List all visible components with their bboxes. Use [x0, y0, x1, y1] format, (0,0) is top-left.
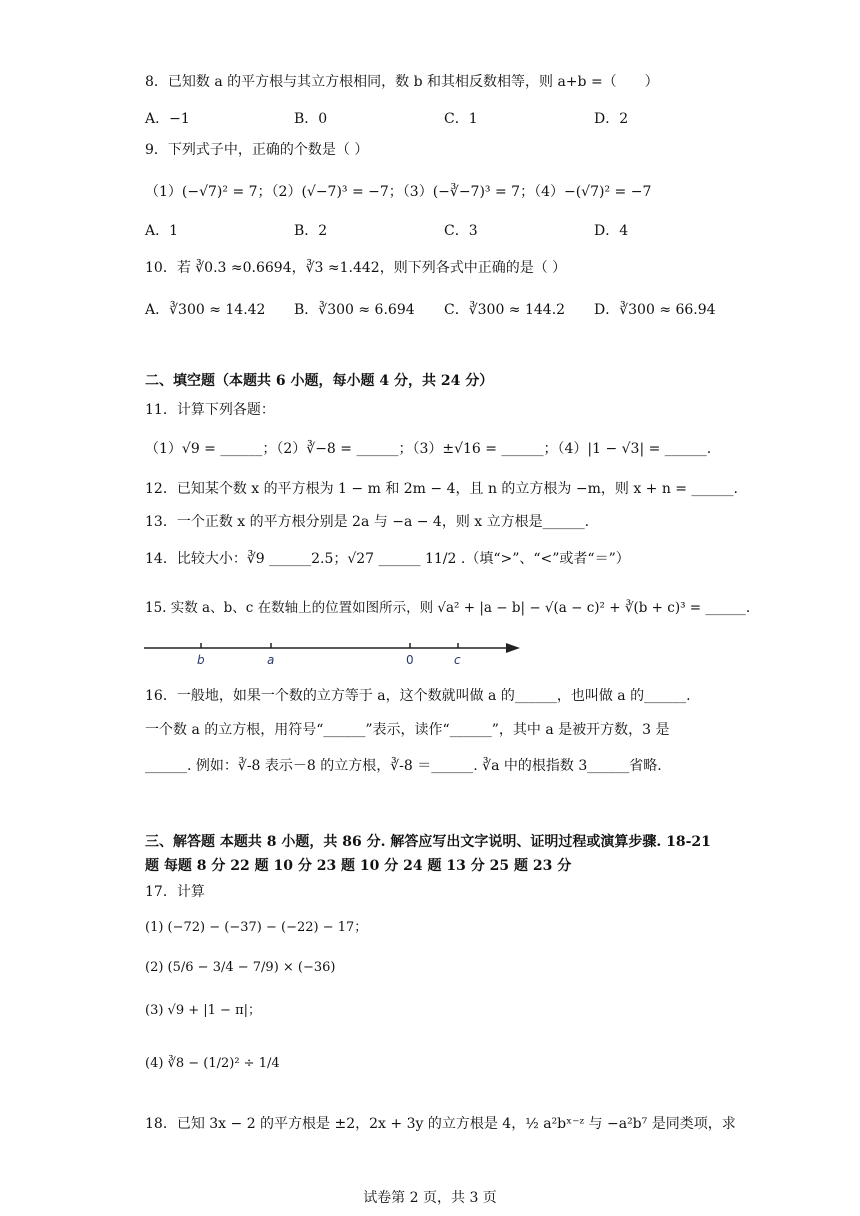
q8-option-b: B．0 — [294, 111, 328, 127]
q14: 14．比较大小：∛9 ______2.5；√27 ______ 11/2 .（填“>”、“<”或者“＝”） — [145, 551, 630, 567]
q12: 12．已知某个数 x 的平方根为 1 − m 和 2m − 4，且 n 的立方根为 −m，则 x + n = ______. — [145, 481, 738, 497]
q9-option-d: D．4 — [594, 223, 629, 239]
q10-stem: 10．若 ∛0.3 ≈0.6694，∛3 ≈1.442，则下列各式中正确的是（ ） — [145, 260, 567, 276]
q9-option-b: B．2 — [294, 223, 328, 239]
number-line — [140, 636, 530, 668]
q8-option-d: D．2 — [594, 111, 629, 127]
label-a: a — [267, 653, 275, 667]
q10-option-c: C．∛300 ≈ 144.2 — [444, 302, 566, 318]
q8-option-a: A．−1 — [145, 111, 190, 127]
q17-item-4: (4) ∛8 − (1/2)² ÷ 1/4 — [145, 1056, 280, 1071]
q10-option-d: D．∛300 ≈ 66.94 — [594, 302, 716, 318]
q16-line2: 一个数 a 的立方根，用符号“______”表示，读作“______”，其中 a 是被开方数，3 是 — [145, 722, 670, 738]
label-0: 0 — [406, 653, 414, 667]
q9-formulas: （1）(−√7)² = 7；（2）(√−7)³ = −7；（3）(−∛−7)³ = 7；（4）−(√7)² = −7 — [145, 184, 652, 200]
q17-item-3: (3) √9 + |1 − π|； — [145, 1003, 261, 1018]
section3-heading-line1: 三、解答题 本题共 8 小题，共 86 分. 解答应写出文字说明、证明过程或演算步骤. 18-21 — [145, 834, 711, 850]
q15-stem: 15. 实数 a、b、c 在数轴上的位置如图所示，则 √a² + |a − b| − √(a − c)² + ∛(b + c)³ = ______. — [145, 600, 751, 616]
q17-item-2: (2) (5/6 − 3/4 − 7/9) × (−36) — [145, 960, 336, 975]
q10-option-b: B．∛300 ≈ 6.694 — [294, 302, 415, 318]
label-c: c — [454, 653, 461, 667]
q18: 18．已知 3x − 2 的平方根是 ±2，2x + 3y 的立方根是 4，½ a²bˣ⁻ᶻ 与 −a²b⁷ 是同类项，求 — [145, 1116, 736, 1132]
label-b: b — [197, 653, 205, 667]
q9-option-c: C．3 — [444, 223, 478, 239]
section3-heading-line2: 题 每题 8 分 22 题 10 分 23 题 10 分 24 题 13 分 25 题 23 分 — [145, 858, 572, 874]
section2-heading: 二、填空题（本题共 6 小题，每小题 4 分，共 24 分） — [145, 373, 494, 389]
q10-option-a: A．∛300 ≈ 14.42 — [145, 302, 266, 318]
q8-option-c: C．1 — [444, 111, 478, 127]
q11-stem: 11．计算下列各题： — [145, 402, 275, 418]
q17-stem: 17．计算 — [145, 884, 205, 900]
q16-line3: ______. 例如：∛-8 表示－8 的立方根，∛-8 ＝______. ∛a 中的根指数 3______省略. — [145, 758, 662, 774]
q17-item-1: (1) (−72) − (−37) − (−22) − 17； — [145, 920, 368, 935]
q16-line1: 16．一般地，如果一个数的立方等于 a，这个数就叫做 a 的______，也叫做 a 的______. — [145, 688, 691, 704]
q9-option-a: A．1 — [145, 223, 179, 239]
q9-stem: 9．下列式子中，正确的个数是（ ） — [145, 142, 369, 158]
q11-items: （1）√9 = ______；（2）∛−8 = ______；（3）±√16 = ______；（4）|1 − √3| = ______. — [145, 441, 712, 457]
page-footer: 试卷第 2 页，共 3 页 — [363, 1190, 497, 1206]
q13: 13．一个正数 x 的平方根分别是 2a 与 −a − 4，则 x 立方根是______. — [145, 514, 590, 530]
q8-stem: 8．已知数 a 的平方根与其立方根相同，数 b 和其相反数相等，则 a+b =（ ） — [145, 74, 659, 90]
